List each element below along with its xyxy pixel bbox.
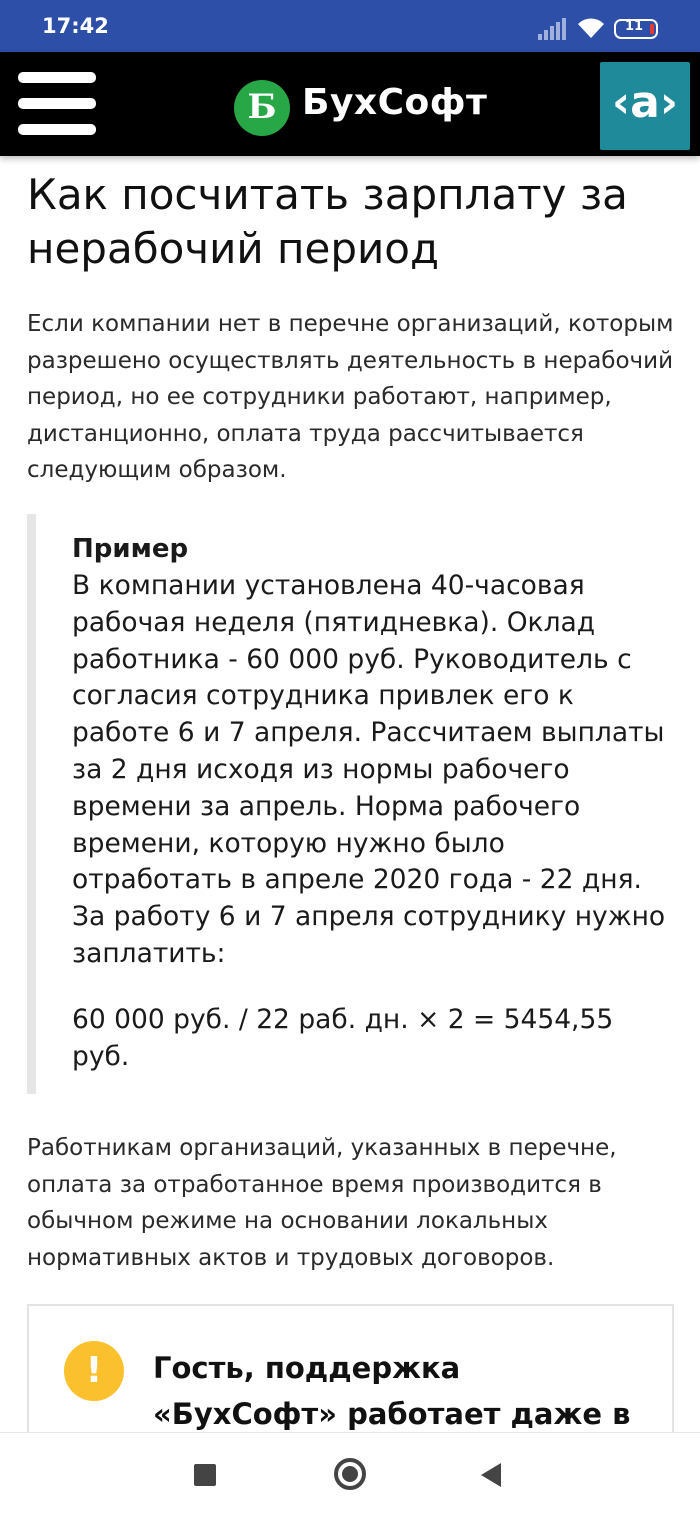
back-icon[interactable] (481, 1463, 501, 1487)
support-notice-text: Гость, поддержка «БухСофт» работает даже в (153, 1351, 631, 1431)
home-icon[interactable] (334, 1458, 366, 1490)
status-time: 17:42 (42, 14, 109, 38)
article-title: Как посчитать зарплату за нерабочий период (27, 170, 628, 273)
site-header (0, 52, 700, 156)
battery-level: 11 (624, 19, 644, 34)
menu-icon[interactable] (18, 72, 96, 136)
example-heading: Пример (72, 534, 189, 564)
logo-mark-letter: Б (247, 87, 277, 127)
battery-icon (614, 19, 658, 39)
signal-icon (538, 18, 568, 40)
a-button[interactable]: ‹a› (600, 62, 690, 150)
exclamation-icon: ! (64, 1341, 124, 1401)
example-calculation: 60 000 руб. / 22 раб. дн. × 2 = 5454,55 руб. (72, 1004, 614, 1072)
logo-icon[interactable] (234, 80, 290, 136)
article-paragraph: Работникам организаций, указанных в перечне, оплата за отработанное время производится в обычном режиме на основании локальных нормативных актов и трудовых договоров. (27, 1135, 617, 1271)
article-paragraph: Если компании нет в перечне организаций, которым разрешено осуществлять деятельность в нерабочий период, но ее сотрудники работают, например, дистанционно, оплата труда рассчитывается следующим образом. (27, 311, 674, 483)
status-bar (0, 0, 700, 52)
example-text: В компании установлена 40-часовая рабочая неделя (пятидневка). Оклад работника - 60 000 руб. Руководитель с согласия сотрудника привлек его к работе 6 и 7 апреля. Рассчитаем выплаты за 2 дня исходя из нормы рабочего времени за апрель. Норма рабочего времени, которую нужно было отработать в апреле 2020 года - 22 дня. За работу 6 и 7 апреля сотруднику нужно заплатить: (72, 570, 666, 969)
wifi-icon (576, 16, 606, 40)
recent-apps-icon[interactable] (194, 1464, 216, 1486)
logo-text[interactable]: БухСофт (302, 82, 488, 123)
navigation-bar (0, 1432, 700, 1516)
